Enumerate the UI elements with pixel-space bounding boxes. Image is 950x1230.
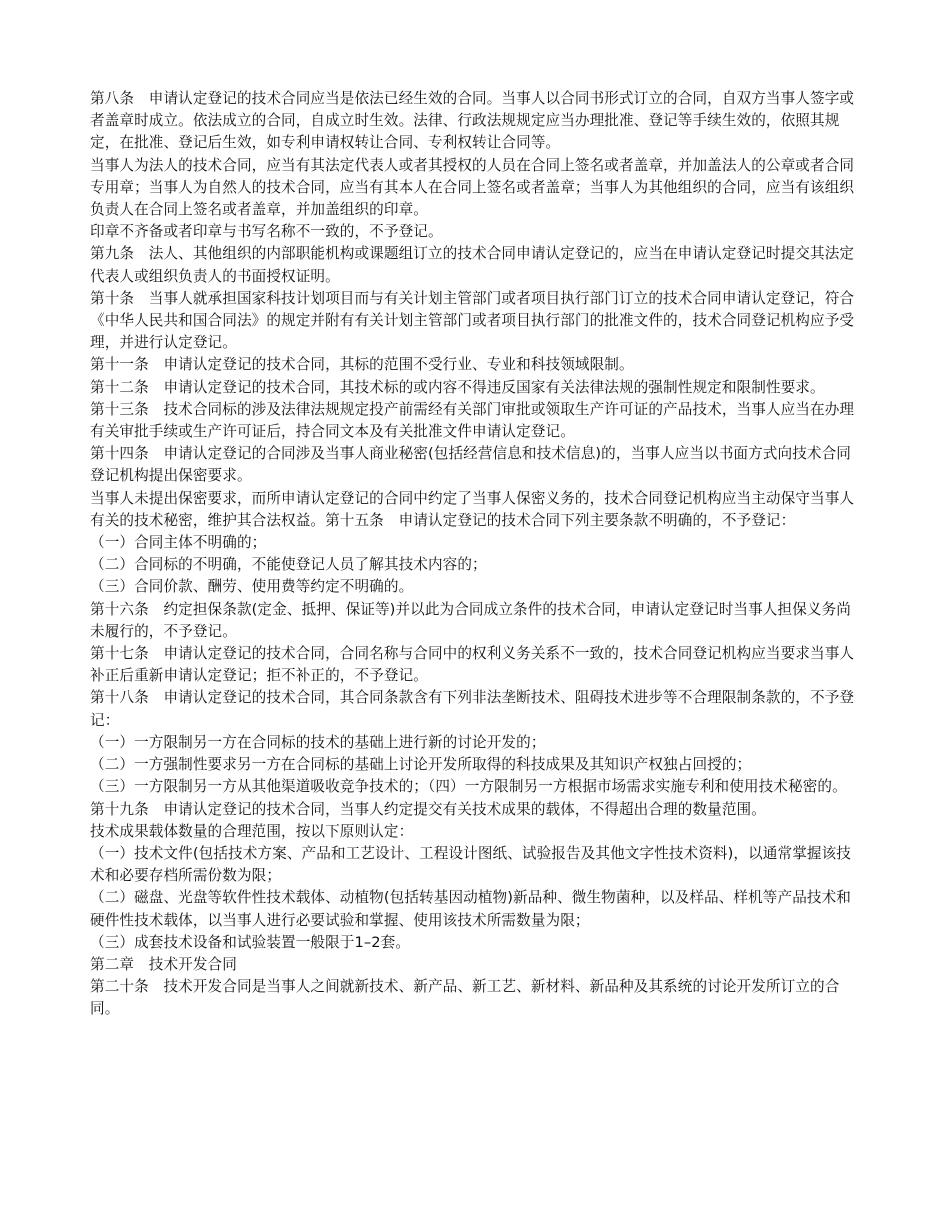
list-item: （三）一方限制另一方从其他渠道吸收竞争技术的；（四）一方限制另一方根据市场需求实施专利和使用技术秘密的。	[90, 778, 847, 796]
article-12: 第十二条 申请认定登记的技术合同，其技术标的或内容不得违反国家有关法律法规的强制性规定和限制性要求。	[90, 378, 825, 396]
article-18: 第十八条 申请认定登记的技术合同，其合同条款含有下列非法垄断技术、阻碍技术进步等不合理限制条款的，不予登记：	[90, 689, 855, 729]
article-8-signature-clause: 当事人为法人的技术合同，应当有其法定代表人或者其授权的人员在合同上签名或者盖章，并加盖法人的公章或者合同专用章；当事人为自然人的技术合同，应当有其本人在合同上签名或者盖章；当事人为其他组织的合同，应当有该组织负责人在合同上签名或者盖章，并加盖组织的印章。	[90, 156, 855, 219]
list-item: （二）一方强制性要求另一方在合同标的基础上讨论开发所取得的科技成果及其知识产权独占回授的；	[90, 756, 752, 774]
article-20: 第二十条 技术开发合同是当事人之间就新技术、新产品、新工艺、新材料、新品种及其系统的讨论开发所订立的合同。	[90, 978, 840, 1018]
article-13: 第十三条 技术合同标的涉及法律法规规定投产前需经有关部门审批或领取生产许可证的产品技术，当事人应当在办理有关审批手续或生产许可证后，持合同文本及有关批准文件申请认定登记。	[90, 400, 855, 441]
article-10: 第十条 当事人就承担国家科技计划项目而与有关计划主管部门或者项目执行部门订立的技术合同申请认定登记，符合《中华人民共和国合同法》的规定并附有有关计划主管部门或者项目执行部门的批准文件的，技术合同登记机构应予受理，并进行认定登记。	[90, 289, 855, 352]
list-item: （二）合同标的不明确，不能使登记人员了解其技术内容的；	[90, 556, 487, 574]
list-item: （一）技术文件(包括技术方案、产品和工艺设计、工程设计图纸、试验报告及其他文字性技术资料)，以通常掌握该技术和必要存档所需份数为限；	[90, 844, 851, 885]
chapter-heading: 第二章 技术开发合同	[90, 955, 237, 973]
article-17: 第十七条 申请认定登记的技术合同，合同名称与合同中的权利义务关系不一致的，技术合同登记机构应当要求当事人补正后重新申请认定登记；拒不补正的，不予登记。	[90, 645, 855, 685]
article-8: 第八条 申请认定登记的技术合同应当是依法已经生效的合同。当事人以合同书形式订立的合同，自双方当事人签字或者盖章时成立。依法成立的合同，自成立时生效。法律、行政法规规定应当办理批准、登记等手续生效的，依照其规定，在批准、登记后生效，如专利申请权转让合同、专利权转让合同等。	[90, 90, 855, 152]
article-16: 第十六条 约定担保条款(定金、抵押、保证等)并以此为合同成立条件的技术合同，申请认定登记时当事人担保义务尚未履行的，不予登记。	[90, 600, 851, 640]
article-19-criteria: 技术成果载体数量的合理范围，按以下原则认定：	[90, 822, 414, 840]
list-item: （三）合同价款、酬劳、使用费等约定不明确的。	[90, 578, 414, 596]
document-body	[90, 88, 860, 1021]
article-14-15: 当事人未提出保密要求，而所申请认定登记的合同中约定了当事人保密义务的，技术合同登记机构应当主动保守当事人有关的技术秘密，维护其合法权益。第十五条 申请认定登记的技术合同下列主要条款不明确的，不予登记：	[90, 489, 855, 529]
article-14: 第十四条 申请认定登记的合同涉及当事人商业秘密(包括经营信息和技术信息)的，当事人应当以书面方式向技术合同登记机构提出保密要求。	[90, 445, 851, 485]
list-item: （一）一方限制另一方在合同标的技术的基础上进行新的讨论开发的；	[90, 733, 546, 751]
article-8-seal-clause: 印章不齐备或者印章与书写名称不一致的，不予登记。	[90, 223, 443, 241]
list-item: （二）磁盘、光盘等软件性技术载体、动植物(包括转基因动植物)新品种、微生物菌种，以及样品、样机等产品技术和硬件性技术载体，以当事人进行必要试验和掌握、使用该技术所需数量为限；	[90, 889, 851, 929]
article-11: 第十一条 申请认定登记的技术合同，其标的范围不受行业、专业和科技领域限制。	[90, 356, 634, 374]
list-item: （一）合同主体不明确的；	[90, 534, 267, 552]
article-19: 第十九条 申请认定登记的技术合同，当事人约定提交有关技术成果的载体，不得超出合理的数量范围。	[90, 800, 766, 818]
list-item: （三）成套技术设备和试验装置一般限于1–2套。	[90, 933, 411, 951]
article-9: 第九条 法人、其他组织的内部职能机构或课题组订立的技术合同申请认定登记的，应当在申请认定登记时提交其法定代表人或组织负责人的书面授权证明。	[90, 245, 855, 285]
